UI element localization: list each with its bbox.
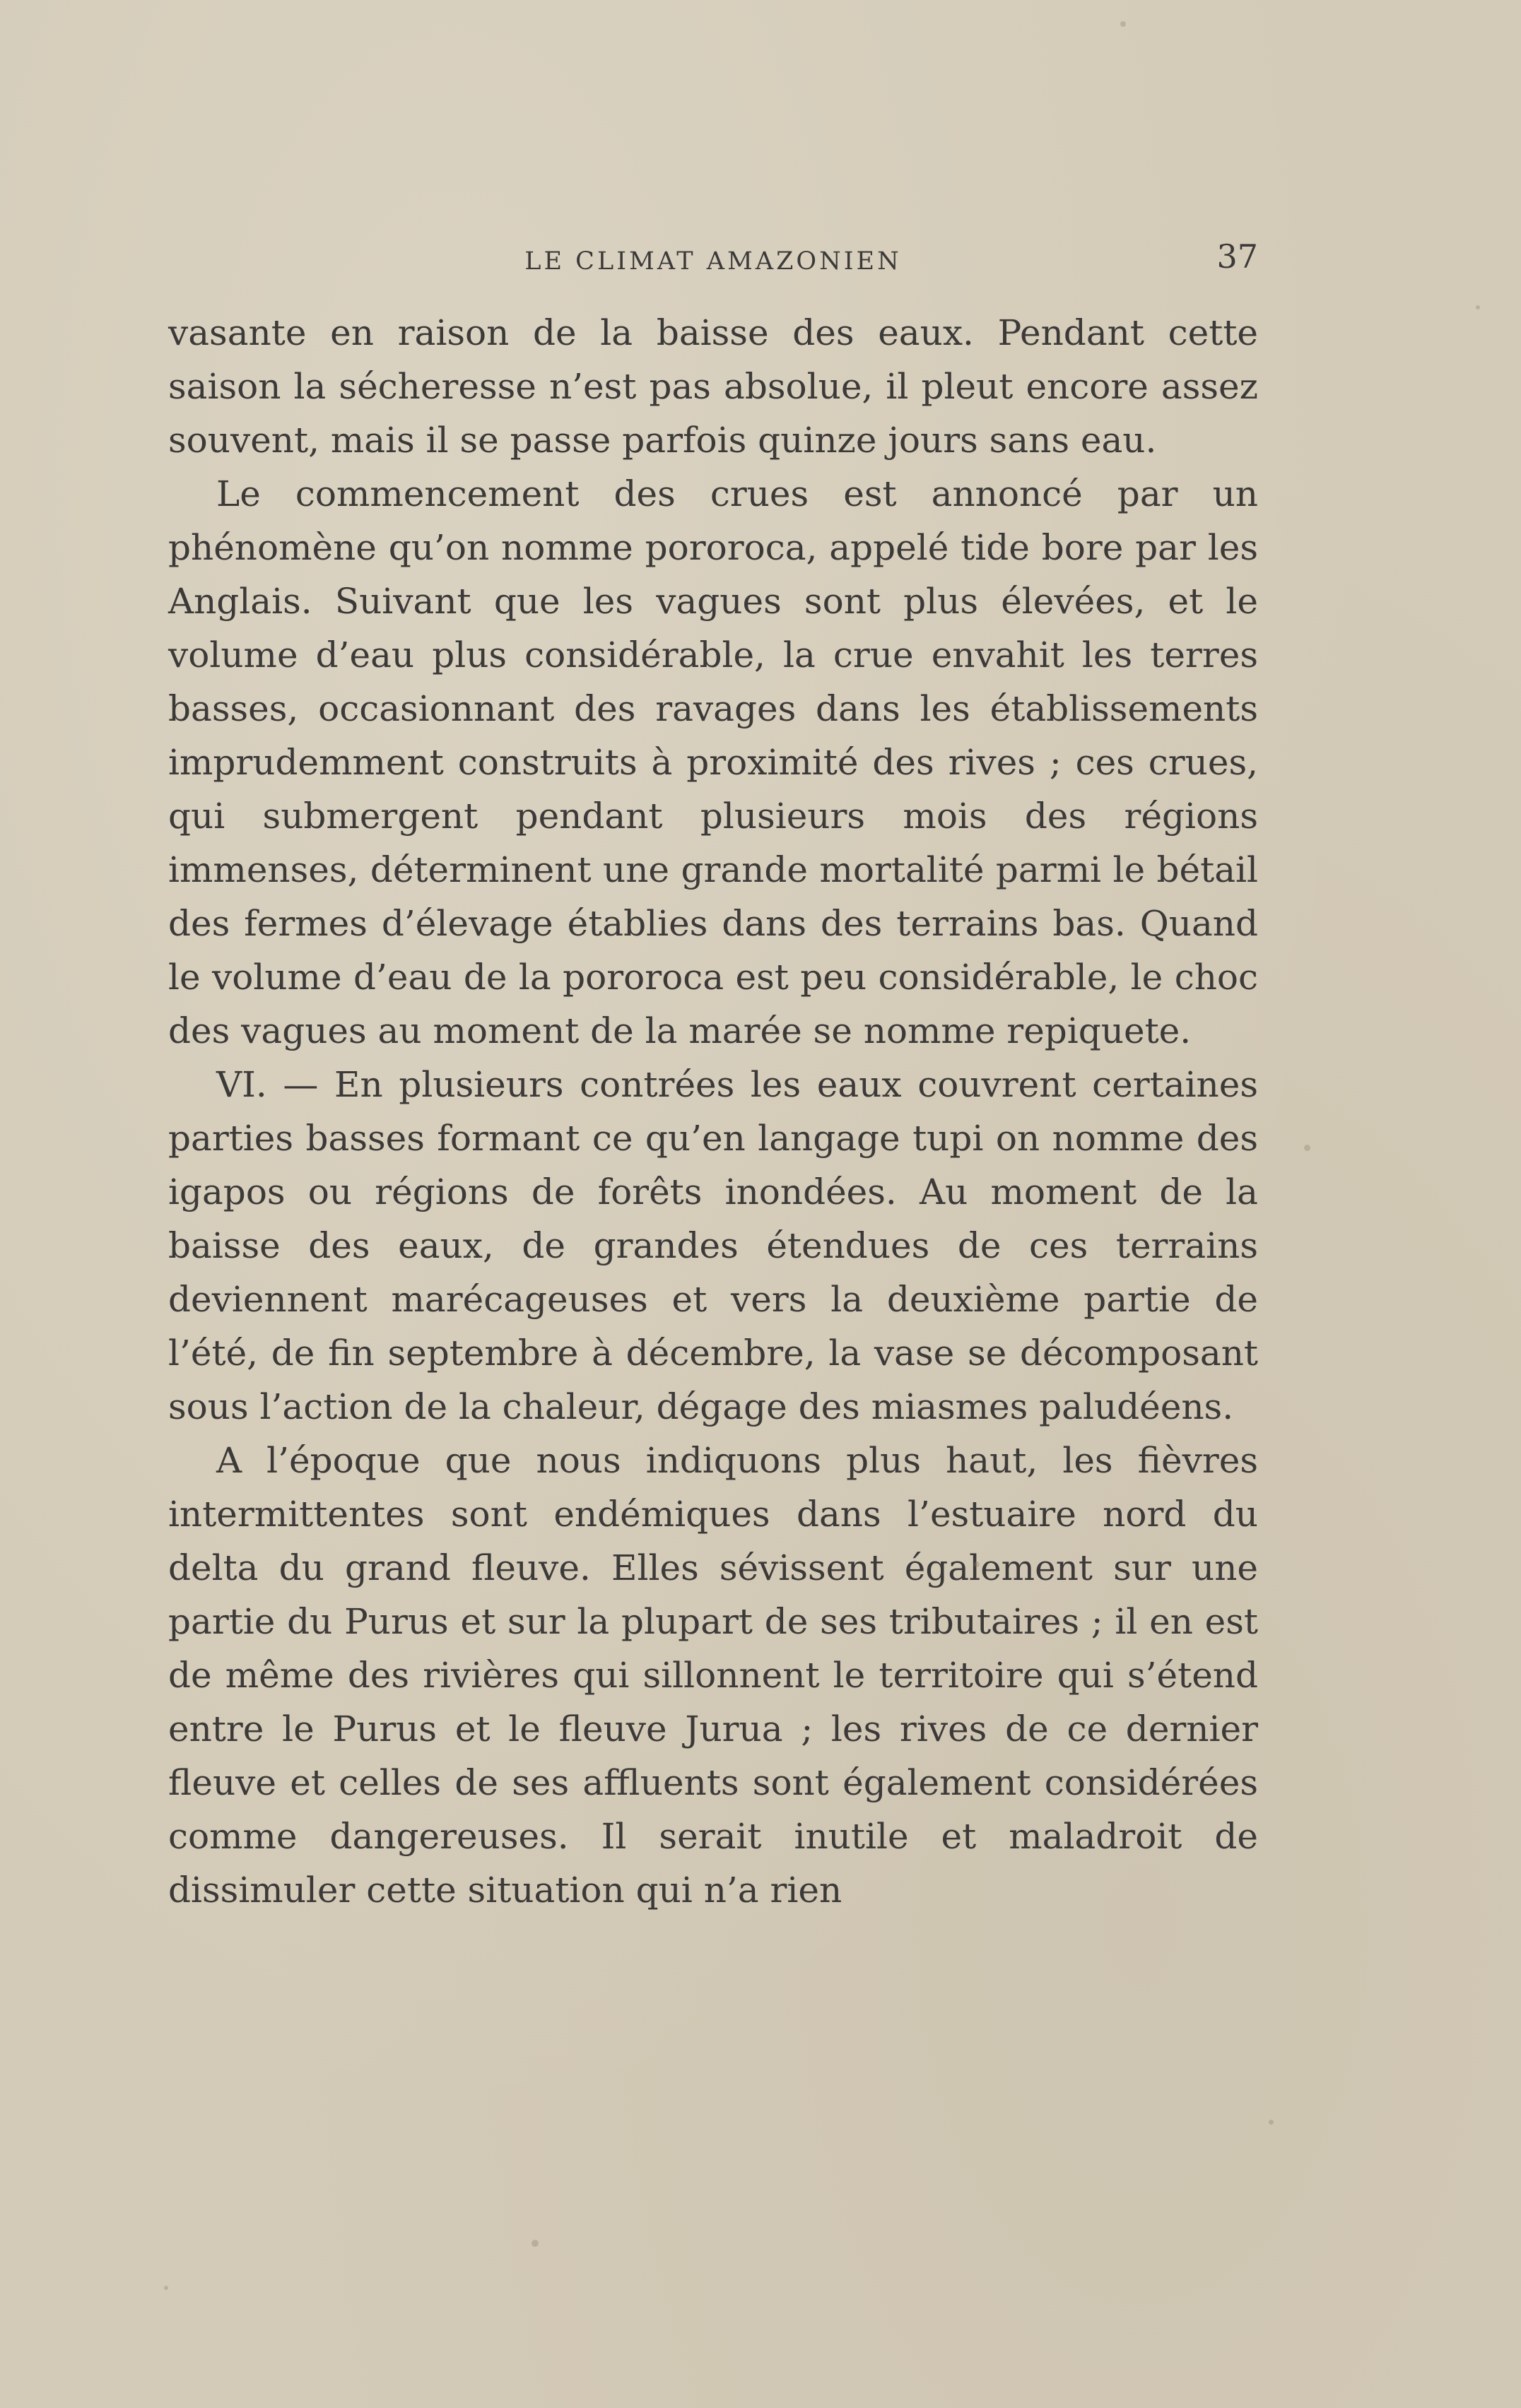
paragraph-3: VI. — En plusieurs contrées les eaux couvrent certaines parties basses formant ce qu’en langage tupi on nomme des igapos ou régions de forêts inondées. Au moment de la baisse des eaux, de grandes étendues de ces terrains deviennent marécageuses et vers la deuxième partie de l’été, de fin septembre à décembre, la vase se décomposant sous l’action de la chaleur, dégage des miasmes paludéens.	[168, 1064, 1258, 1427]
paper-speck	[532, 2240, 539, 2247]
paper-speck	[1120, 21, 1126, 27]
paragraph-1: vasante en raison de la baisse des eaux. Pendant cette saison la sécheresse n’est pas absolue, il pleut encore assez souvent, mais il se passe parfois quinze jours sans eau.	[168, 312, 1258, 461]
paper-speck	[164, 2286, 168, 2290]
body-text	[168, 306, 1258, 1917]
paragraph-2: Le commencement des crues est annoncé par un phénomène qu’on nomme pororoca, appelé tide bore par les Anglais. Suivant que les vagues sont plus élevées, et le volume d’eau plus considérable, la crue envahit les terres basses, occasionnant des ravages dans les établissements imprudemment construits à proximité des rives ; ces crues, qui submergent pendant plusieurs mois des régions immenses, déterminent une grande mortalité parmi le bétail des fermes d’élevage établies dans des terrains bas. Quand le volume d’eau de la pororoca est peu considérable, le choc des vagues au moment de la marée se nomme repiquete.	[168, 473, 1258, 1051]
running-title: LE CLIMAT AMAZONIEN	[524, 247, 902, 276]
running-head	[168, 237, 1258, 280]
paper-speck	[974, 1562, 980, 1567]
paper-speck	[1476, 305, 1480, 309]
paper-speck	[1304, 1145, 1310, 1151]
paper-speck	[1269, 2120, 1274, 2125]
paragraph-4: A l’époque que nous indiquons plus haut, les fièvres intermittentes sont endémiques dans l’estuaire nord du delta du grand fleuve. Elles sévissent également sur une partie du Purus et sur la plupart de ses tributaires ; il en est de même des rivières qui sillonnent le territoire qui s’étend entre le Purus et le fleuve Jurua ; les rives de ce dernier fleuve et celles de ses affluents sont également considérées comme dangereuses. Il serait inutile et maladroit de dissimuler cette situation qui n’a rien	[168, 1440, 1258, 1911]
page-number: 37	[1216, 237, 1258, 276]
